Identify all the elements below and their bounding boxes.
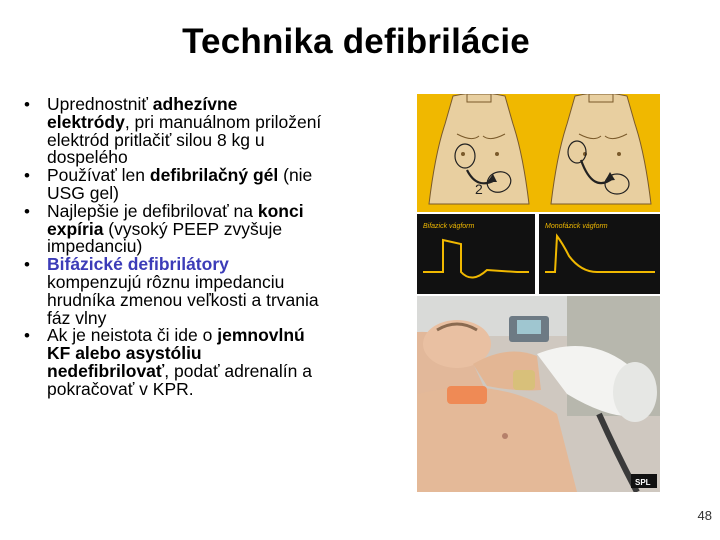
bullet-text: Používať len [47,165,150,186]
waveform-left-label: Bifazick vágform [423,223,475,230]
patient-photo [417,296,660,492]
bullet-dot: • [24,95,30,114]
bullet-dot: • [24,255,30,275]
waveform-monophasic-panel [539,214,660,294]
bullet-text: kompenzujú rôznu impedanciu hrudníka zmenou veľkosti a trvania fáz vlny [47,271,319,328]
photo-credit: SPL [635,478,651,487]
slide-title: Technika defibrilácie [182,22,530,61]
bullet-text: (vysoký PEEP zvyšuje impedanciu) [47,218,283,257]
bullet-item [22,256,322,327]
bullet-text: , podať adrenalín a pokračovať v KPR. [47,360,312,399]
bullet-emphasis: konci expíria [47,200,304,239]
bullet-emphasis: defibrilačný gél [149,165,279,186]
bullet-item [22,96,322,167]
bullet-text: Uprednostniť [47,94,153,114]
bullet-item [22,200,322,257]
bullet-dot: • [24,201,30,221]
bullet-dot: • [24,326,30,346]
bullet-list [22,96,322,399]
bullet-item [22,167,322,203]
bullet-emphasis: Bifázické defibrilátory [47,254,229,275]
bullet-item [22,327,322,398]
bullet-text: Najlepšie je defibrilovať na [47,200,258,221]
bullet-dot: • [24,166,30,186]
bullet-text: , pri manuálnom priložení elektród pritlačiť silou 8 kg u dospelého [47,111,322,168]
bullet-emphasis: adhezívne elektródy [47,94,238,132]
waveform-biphasic-panel [417,214,535,294]
waveform-right-label: Monofázick vágform [545,223,608,230]
slide-page-number: 48 [697,508,712,523]
torso-marker: 2 [475,181,483,197]
defibrillation-illustration [417,94,660,492]
bullet-emphasis: jemnovlnú KF alebo asystóliu nedefibrilovať [47,325,305,381]
bullet-text: (nie USG gel) [47,165,313,203]
bullet-text: Ak je neistota či ide o [47,325,218,346]
